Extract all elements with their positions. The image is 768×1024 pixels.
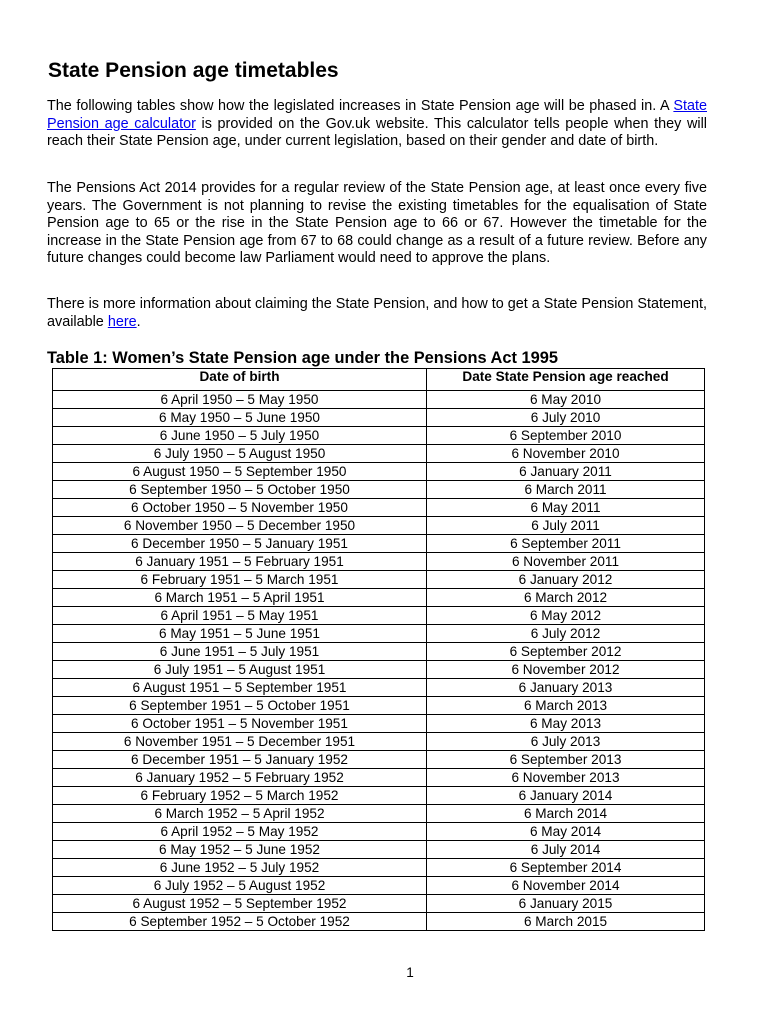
table-row — [53, 823, 705, 841]
womens-state-pension-age-table — [52, 368, 705, 931]
page-number: 1 — [406, 965, 414, 980]
date-reached-cell: 6 May 2010 — [427, 391, 705, 409]
date-reached-cell: 6 January 2014 — [427, 787, 705, 805]
intro-paragraph — [47, 98, 707, 151]
date-reached-cell: 6 July 2013 — [427, 733, 705, 751]
table-caption: Table 1: Women’s State Pension age under the Pensions Act 1995 — [47, 349, 558, 367]
table-row — [53, 715, 705, 733]
date-of-birth-cell: 6 June 1952 – 5 July 1952 — [53, 859, 427, 877]
table-row — [53, 391, 705, 409]
date-of-birth-cell: 6 April 1951 – 5 May 1951 — [53, 607, 427, 625]
date-of-birth-cell: 6 September 1950 – 5 October 1950 — [53, 481, 427, 499]
table-row — [53, 679, 705, 697]
date-of-birth-cell: 6 July 1951 – 5 August 1951 — [53, 661, 427, 679]
table-row — [53, 841, 705, 859]
date-of-birth-cell: 6 January 1951 – 5 February 1951 — [53, 553, 427, 571]
date-of-birth-cell: 6 January 1952 – 5 February 1952 — [53, 769, 427, 787]
more-info-text-before-link: There is more information about claiming the State Pension, and how to get a State Pension Statement, available — [47, 296, 707, 330]
date-reached-cell: 6 July 2014 — [427, 841, 705, 859]
table-row — [53, 697, 705, 715]
table-row — [53, 913, 705, 931]
date-reached-cell: 6 September 2012 — [427, 643, 705, 661]
date-of-birth-cell: 6 April 1950 – 5 May 1950 — [53, 391, 427, 409]
date-reached-cell: 6 September 2014 — [427, 859, 705, 877]
here-link[interactable]: here — [107, 313, 137, 330]
date-of-birth-cell: 6 July 1950 – 5 August 1950 — [53, 445, 427, 463]
date-reached-cell: 6 March 2013 — [427, 697, 705, 715]
date-of-birth-cell: 6 November 1951 – 5 December 1951 — [53, 733, 427, 751]
date-reached-cell: 6 July 2012 — [427, 625, 705, 643]
date-reached-cell: 6 January 2011 — [427, 463, 705, 481]
date-reached-header: Date State Pension age reached — [427, 369, 705, 391]
date-reached-cell: 6 May 2014 — [427, 823, 705, 841]
date-reached-cell: 6 March 2011 — [427, 481, 705, 499]
table-row — [53, 427, 705, 445]
date-reached-cell: 6 July 2011 — [427, 517, 705, 535]
intro-text-before-link: The following tables show how the legislated increases in State Pension age will be phased in. A — [47, 98, 674, 114]
date-reached-cell: 6 November 2011 — [427, 553, 705, 571]
date-reached-cell: 6 November 2013 — [427, 769, 705, 787]
date-reached-cell: 6 March 2014 — [427, 805, 705, 823]
table-row — [53, 499, 705, 517]
date-reached-cell: 6 July 2010 — [427, 409, 705, 427]
date-reached-cell: 6 November 2014 — [427, 877, 705, 895]
date-reached-cell: 6 September 2013 — [427, 751, 705, 769]
page-title: State Pension age timetables — [48, 59, 339, 82]
date-reached-cell: 6 May 2012 — [427, 607, 705, 625]
date-reached-cell: 6 May 2011 — [427, 499, 705, 517]
table-row — [53, 409, 705, 427]
date-of-birth-header: Date of birth — [53, 369, 427, 391]
date-of-birth-cell: 6 December 1950 – 5 January 1951 — [53, 535, 427, 553]
date-of-birth-cell: 6 September 1952 – 5 October 1952 — [53, 913, 427, 931]
table-row — [53, 607, 705, 625]
date-of-birth-cell: 6 September 1951 – 5 October 1951 — [53, 697, 427, 715]
date-reached-cell: 6 January 2013 — [427, 679, 705, 697]
date-of-birth-cell: 6 February 1952 – 5 March 1952 — [53, 787, 427, 805]
table-row — [53, 895, 705, 913]
table-row — [53, 625, 705, 643]
date-of-birth-cell: 6 August 1951 – 5 September 1951 — [53, 679, 427, 697]
table-row — [53, 733, 705, 751]
date-of-birth-cell: 6 April 1952 – 5 May 1952 — [53, 823, 427, 841]
table-row — [53, 859, 705, 877]
table-body — [53, 391, 705, 931]
table-row — [53, 877, 705, 895]
date-of-birth-cell: 6 March 1952 – 5 April 1952 — [53, 805, 427, 823]
date-of-birth-cell: 6 October 1951 – 5 November 1951 — [53, 715, 427, 733]
date-of-birth-cell: 6 December 1951 – 5 January 1952 — [53, 751, 427, 769]
date-reached-cell: 6 March 2012 — [427, 589, 705, 607]
table-row — [53, 445, 705, 463]
table-row — [53, 643, 705, 661]
date-reached-cell: 6 September 2011 — [427, 535, 705, 553]
table-header-row — [53, 369, 705, 391]
table-row — [53, 517, 705, 535]
more-info-paragraph — [47, 296, 707, 331]
date-reached-cell: 6 November 2010 — [427, 445, 705, 463]
date-reached-cell: 6 March 2015 — [427, 913, 705, 931]
date-reached-cell: 6 November 2012 — [427, 661, 705, 679]
date-of-birth-cell: 6 February 1951 – 5 March 1951 — [53, 571, 427, 589]
date-reached-cell: 6 January 2015 — [427, 895, 705, 913]
table-row — [53, 589, 705, 607]
table-row — [53, 535, 705, 553]
table-row — [53, 553, 705, 571]
date-of-birth-cell: 6 March 1951 – 5 April 1951 — [53, 589, 427, 607]
date-of-birth-cell: 6 May 1950 – 5 June 1950 — [53, 409, 427, 427]
table-row — [53, 787, 705, 805]
table-row — [53, 571, 705, 589]
date-of-birth-cell: 6 June 1951 – 5 July 1951 — [53, 643, 427, 661]
more-info-text-after-link: . — [136, 313, 141, 330]
intro-text-after-link: is provided on the Gov.uk website. This calculator tells people when they will reach their State Pension age, under current legislation, based on their gender and date of birth. — [47, 115, 707, 150]
date-of-birth-cell: 6 August 1950 – 5 September 1950 — [53, 463, 427, 481]
date-of-birth-cell: 6 June 1950 – 5 July 1950 — [53, 427, 427, 445]
state-pension-age-calculator-link[interactable]: State Pension age calculator — [47, 98, 707, 132]
review-paragraph: The Pensions Act 2014 provides for a regular review of the State Pension age, at least once every five years. The Government is not planning to revise the existing timetables for the equalisation of State Pension age to 65 or the rise in the State Pension age to 66 or 67. However the timetable for the increase in the State Pension age from 67 to 68 could change as a result of a future review. Before any future changes could become law Parliament would need to approve the plans. — [47, 180, 707, 267]
date-of-birth-cell: 6 May 1952 – 5 June 1952 — [53, 841, 427, 859]
date-of-birth-cell: 6 July 1952 – 5 August 1952 — [53, 877, 427, 895]
table-row — [53, 805, 705, 823]
date-reached-cell: 6 September 2010 — [427, 427, 705, 445]
table-row — [53, 751, 705, 769]
date-reached-cell: 6 May 2013 — [427, 715, 705, 733]
date-of-birth-cell: 6 October 1950 – 5 November 1950 — [53, 499, 427, 517]
table-row — [53, 769, 705, 787]
date-of-birth-cell: 6 May 1951 – 5 June 1951 — [53, 625, 427, 643]
date-of-birth-cell: 6 November 1950 – 5 December 1950 — [53, 517, 427, 535]
date-of-birth-cell: 6 August 1952 – 5 September 1952 — [53, 895, 427, 913]
table-row — [53, 661, 705, 679]
date-reached-cell: 6 January 2012 — [427, 571, 705, 589]
table-row — [53, 463, 705, 481]
table-row — [53, 481, 705, 499]
